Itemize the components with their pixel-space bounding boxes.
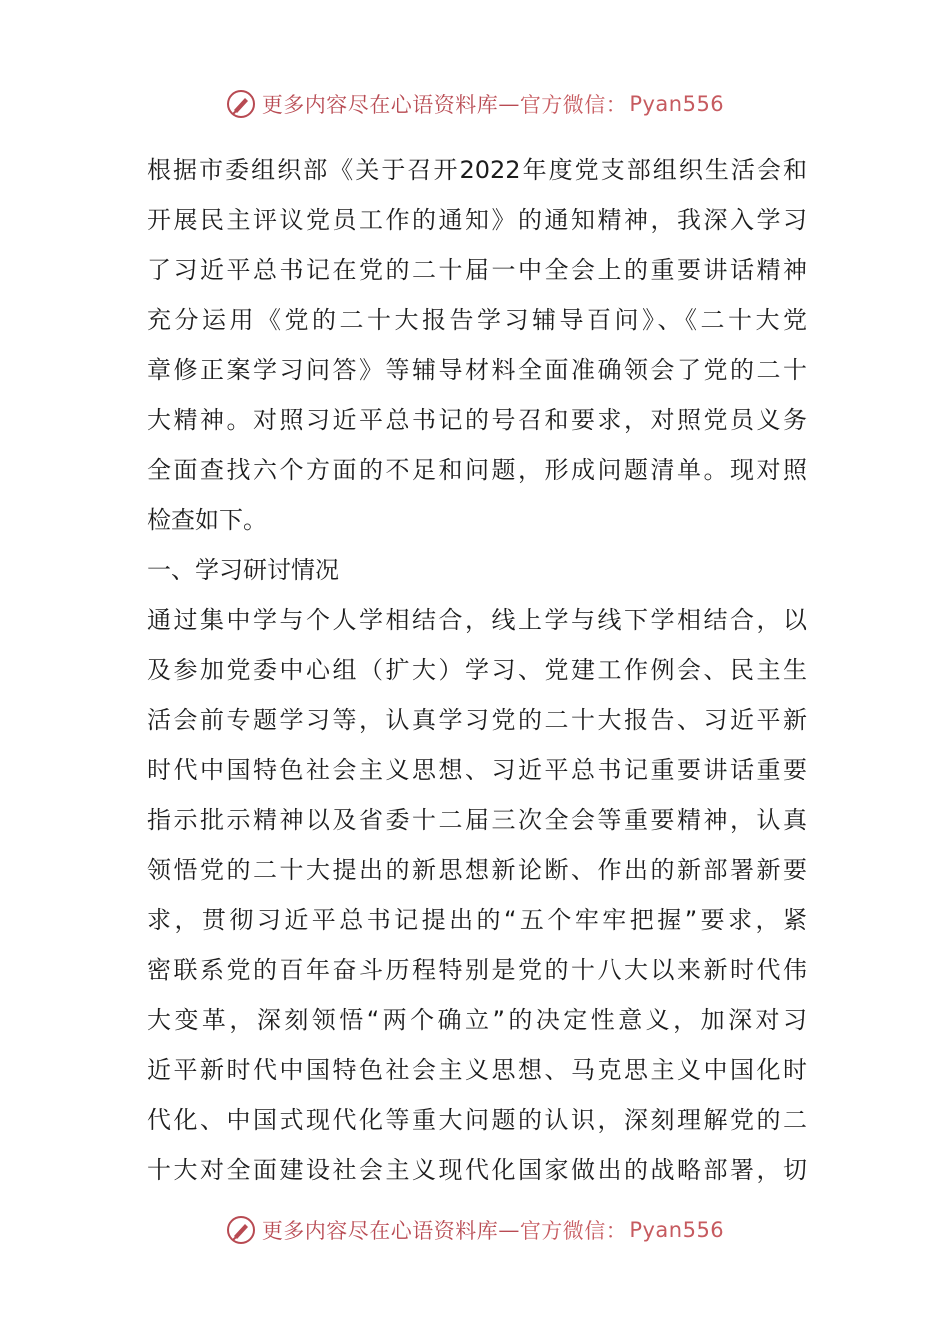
document-body xyxy=(147,145,807,1195)
body-line: 及参加党委中心组（扩大）学习、党建工作例会、民主生 xyxy=(147,656,807,684)
footer-watermark-banner xyxy=(0,1210,950,1250)
banner-main-text: 更多内容尽在心语资料库 xyxy=(261,93,499,117)
body-line: 了习近平总书记在党的二十届一中全会上的重要讲话精神 xyxy=(147,256,807,284)
banner-official-label: 官方微信： xyxy=(519,1219,628,1243)
body-line: 检查如下。 xyxy=(147,506,267,534)
body-line: 近平新时代中国特色社会主义思想、马克思主义中国化时 xyxy=(147,1056,807,1084)
body-line: 充分运用《党的二十大报告学习辅导百问》、《二十大党 xyxy=(147,306,807,334)
section-heading: 一、学习研讨情况 xyxy=(147,556,339,584)
body-line: 开展民主评议党员工作的通知》的通知精神，我深入学习 xyxy=(147,206,807,234)
body-line: 领悟党的二十大提出的新思想新论断、作出的新部署新要 xyxy=(147,856,807,884)
body-line: 求，贯彻习近平总书记提出的“五个牢牢把握”要求，紧 xyxy=(147,906,807,934)
body-line: 时代中国特色社会主义思想、习近平总书记重要讲话重要 xyxy=(147,756,807,784)
body-line: 根据市委组织部《关于召开2022年度党支部组织生活会和 xyxy=(147,156,807,184)
header-watermark-banner xyxy=(0,84,950,124)
body-line: 章修正案学习问答》等辅导材料全面准确领会了党的二十 xyxy=(147,356,807,384)
banner-dash: — xyxy=(498,92,520,116)
banner-wechat-id: Pyan556 xyxy=(629,92,725,116)
pen-logo-icon xyxy=(226,1215,256,1245)
body-line: 密联系党的百年奋斗历程特别是党的十八大以来新时代伟 xyxy=(147,956,807,984)
banner-official-label: 官方微信： xyxy=(519,93,628,117)
body-line: 代化、中国式现代化等重大问题的认识，深刻理解党的二 xyxy=(147,1106,807,1134)
banner-main-text: 更多内容尽在心语资料库 xyxy=(261,1219,499,1243)
body-line: 十大对全面建设社会主义现代化国家做出的战略部署，切 xyxy=(147,1156,807,1184)
banner-dash: — xyxy=(498,1218,520,1242)
body-line: 指示批示精神以及省委十二届三次全会等重要精神，认真 xyxy=(147,806,807,834)
body-line: 大变革，深刻领悟“两个确立”的决定性意义，加深对习 xyxy=(147,1006,807,1034)
body-line: 大精神。对照习近平总书记的号召和要求，对照党员义务 xyxy=(147,406,807,434)
body-line: 活会前专题学习等，认真学习党的二十大报告、习近平新 xyxy=(147,706,807,734)
body-line: 全面查找六个方面的不足和问题，形成问题清单。现对照 xyxy=(147,456,807,484)
pen-logo-icon xyxy=(226,89,256,119)
banner-wechat-id: Pyan556 xyxy=(629,1218,725,1242)
body-line: 通过集中学与个人学相结合，线上学与线下学相结合，以 xyxy=(147,606,807,634)
